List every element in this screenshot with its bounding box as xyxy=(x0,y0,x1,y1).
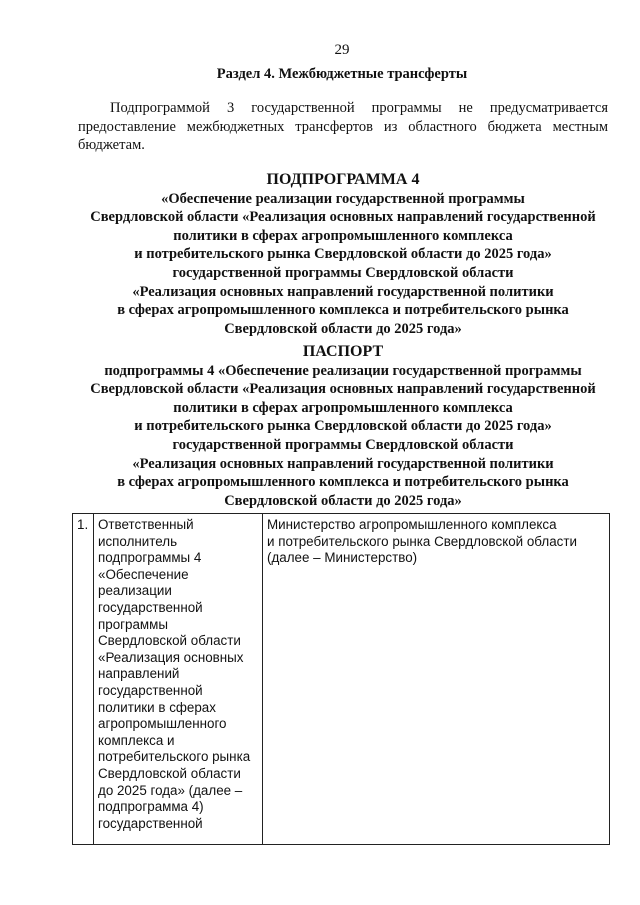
label-line: реализации xyxy=(98,583,172,599)
label-line: до 2025 года» (далее – xyxy=(98,782,243,798)
label-line: государственной xyxy=(98,599,203,615)
label-line: агропромышленного xyxy=(98,716,227,732)
passport-heading xyxy=(60,343,626,510)
section-title: Раздел 4. Межбюджетные трансферты xyxy=(216,66,468,82)
passport-title: ПАСПОРТ xyxy=(302,343,384,360)
label-line: потребительского рынка xyxy=(98,749,251,765)
passport-line: Свердловской области «Реализация основных направлений государственной xyxy=(90,381,596,398)
passport-line: подпрограммы 4 «Обеспечение реализации государственной программы xyxy=(104,362,582,379)
page-number: 29 xyxy=(334,42,350,58)
table-row xyxy=(73,514,610,845)
passport-line: Свердловской области до 2025 года» xyxy=(224,492,462,509)
label-line: исполнитель xyxy=(98,533,178,549)
passport-line: «Реализация основных направлений государственной политики xyxy=(132,455,554,472)
subprogram-line: Свердловской области до 2025 года» xyxy=(224,320,462,337)
subprogram-line: государственной программы Свердловской области xyxy=(172,264,514,281)
label-line: направлений xyxy=(98,666,180,682)
row-label xyxy=(94,514,263,845)
intro-paragraph: Подпрограммой 3 государственной программы не предусматривается предоставление межбюджетных трансфертов из областного бюджета местным бюджетам. xyxy=(78,100,608,153)
row-number: 1. xyxy=(73,514,94,845)
passport-line: политики в сферах агропромышленного комплекса xyxy=(173,399,513,416)
label-line: «Обеспечение xyxy=(98,566,189,582)
label-line: комплекса и xyxy=(98,732,175,748)
label-line: программы xyxy=(98,616,168,632)
label-line: подпрограммы 4 xyxy=(98,550,202,566)
passport-table xyxy=(72,513,610,845)
label-line: «Реализация основных xyxy=(98,649,244,665)
value-line: (далее – Министерство) xyxy=(267,550,418,566)
subprogram-line: в сферах агропромышленного комплекса и потребительского рынка xyxy=(117,302,569,319)
subprogram-title: ПОДПРОГРАММА 4 xyxy=(266,171,420,188)
passport-line: в сферах агропромышленного комплекса и потребительского рынка xyxy=(117,474,569,491)
label-line: Свердловской области xyxy=(98,765,241,781)
subprogram-line: «Обеспечение реализации государственной программы xyxy=(161,190,525,207)
subprogram-line: и потребительского рынка Свердловской области до 2025 года» xyxy=(134,246,552,263)
subprogram-heading xyxy=(60,171,626,338)
value-line: и потребительского рынка Свердловской области xyxy=(267,533,577,549)
label-line: государственной xyxy=(98,682,203,698)
label-line: государственной xyxy=(98,815,203,831)
subprogram-line: «Реализация основных направлений государственной политики xyxy=(132,283,554,300)
passport-line: и потребительского рынка Свердловской области до 2025 года» xyxy=(134,418,552,435)
row-value xyxy=(263,514,610,845)
label-line: Ответственный xyxy=(98,517,194,532)
label-line: подпрограмма 4) xyxy=(98,799,204,815)
label-line: политики в сферах xyxy=(98,699,216,715)
subprogram-line: Свердловской области «Реализация основных направлений государственной xyxy=(90,209,596,226)
value-line: Министерство агропромышленного комплекса xyxy=(267,517,557,532)
subprogram-line: политики в сферах агропромышленного комплекса xyxy=(173,227,513,244)
label-line: Свердловской области xyxy=(98,633,241,649)
passport-line: государственной программы Свердловской области xyxy=(172,436,514,453)
